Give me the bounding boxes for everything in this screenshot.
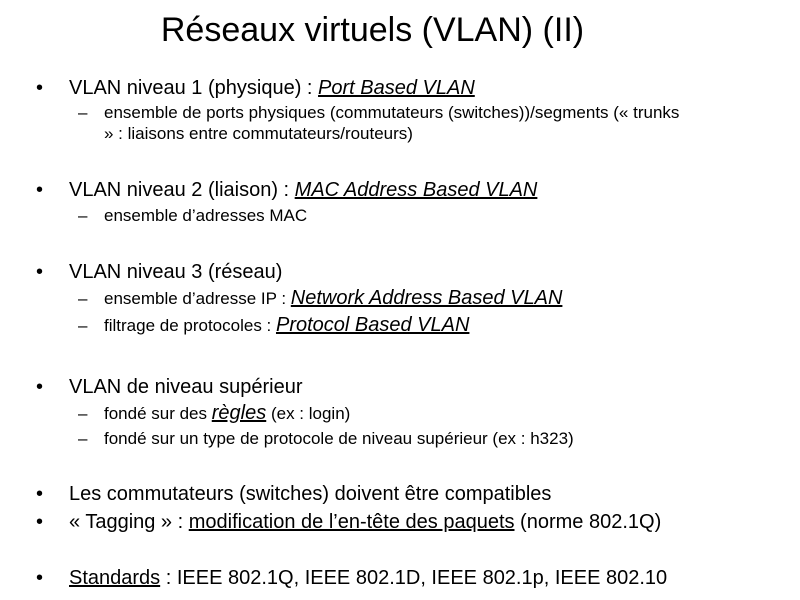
port-based-vlan-link[interactable]: Port Based VLAN	[318, 77, 475, 99]
dash-marker: –	[78, 404, 88, 423]
network-address-based-vlan-link[interactable]: Network Address Based VLAN	[290, 287, 563, 309]
bullet-marker: •	[36, 483, 44, 505]
bullet-marker: •	[36, 376, 44, 398]
dash-marker: –	[78, 316, 88, 335]
bullet-label: VLAN niveau 1 (physique) :	[69, 77, 319, 99]
sub-bullet-label: filtrage de protocoles :	[104, 316, 276, 335]
bullet-label: VLAN niveau 2 (liaison) :	[69, 179, 295, 201]
bullet-text: VLAN niveau 3 (réseau)	[69, 261, 283, 283]
sub-bullet-line-1: ensemble de ports physiques (commutateurs (switches))/segments (« trunks	[104, 103, 680, 122]
dash-marker: –	[78, 429, 88, 448]
bullet-text	[69, 510, 661, 534]
dash-marker: –	[78, 206, 88, 225]
bullet-text: Les commutateurs (switches) doivent être compatibles	[69, 483, 552, 505]
sub-bullet-pre: fondé sur des	[104, 404, 212, 423]
packet-header-modification-link[interactable]: modification de l’en-tête des paquets	[188, 511, 515, 533]
bullet-marker: •	[36, 511, 44, 533]
sub-bullet-text: fondé sur un type de protocole de niveau supérieur (ex : h323)	[104, 429, 574, 448]
bullet-marker: •	[36, 179, 44, 201]
bullet-marker: •	[36, 77, 44, 99]
sub-bullet-post: (ex : login)	[266, 404, 351, 423]
sub-bullet-text	[104, 102, 679, 144]
mac-address-based-vlan-link[interactable]: MAC Address Based VLAN	[294, 179, 538, 201]
bullet-marker: •	[36, 567, 44, 589]
sub-bullet-text	[104, 315, 469, 336]
bullet-marker: •	[36, 261, 44, 283]
protocol-based-vlan-link[interactable]: Protocol Based VLAN	[275, 314, 470, 336]
dash-marker: –	[78, 289, 88, 308]
tagging-norm: (norme 802.1Q)	[514, 511, 662, 533]
sub-bullet-text	[104, 288, 562, 309]
standards-link[interactable]: Standards	[69, 567, 161, 589]
sub-bullet-line-2: » : liaisons entre commutateurs/routeurs)	[104, 124, 413, 143]
sub-bullet-text: ensemble d’adresses MAC	[104, 206, 308, 225]
bullet-text	[69, 76, 475, 100]
dash-marker: –	[78, 103, 88, 122]
slide-title: Réseaux virtuels (VLAN) (II)	[160, 11, 585, 49]
bullet-text	[69, 566, 667, 590]
sub-bullet-text	[104, 403, 350, 424]
sub-bullet-label: ensemble d’adresse IP :	[104, 289, 291, 308]
bullet-text	[69, 178, 537, 202]
standards-list: : IEEE 802.1Q, IEEE 802.1D, IEEE 802.1p, IEEE 802.10	[160, 567, 668, 589]
tagging-label: « Tagging » :	[69, 511, 189, 533]
regles-link[interactable]: règles	[211, 402, 267, 424]
bullet-text: VLAN de niveau supérieur	[69, 376, 303, 398]
